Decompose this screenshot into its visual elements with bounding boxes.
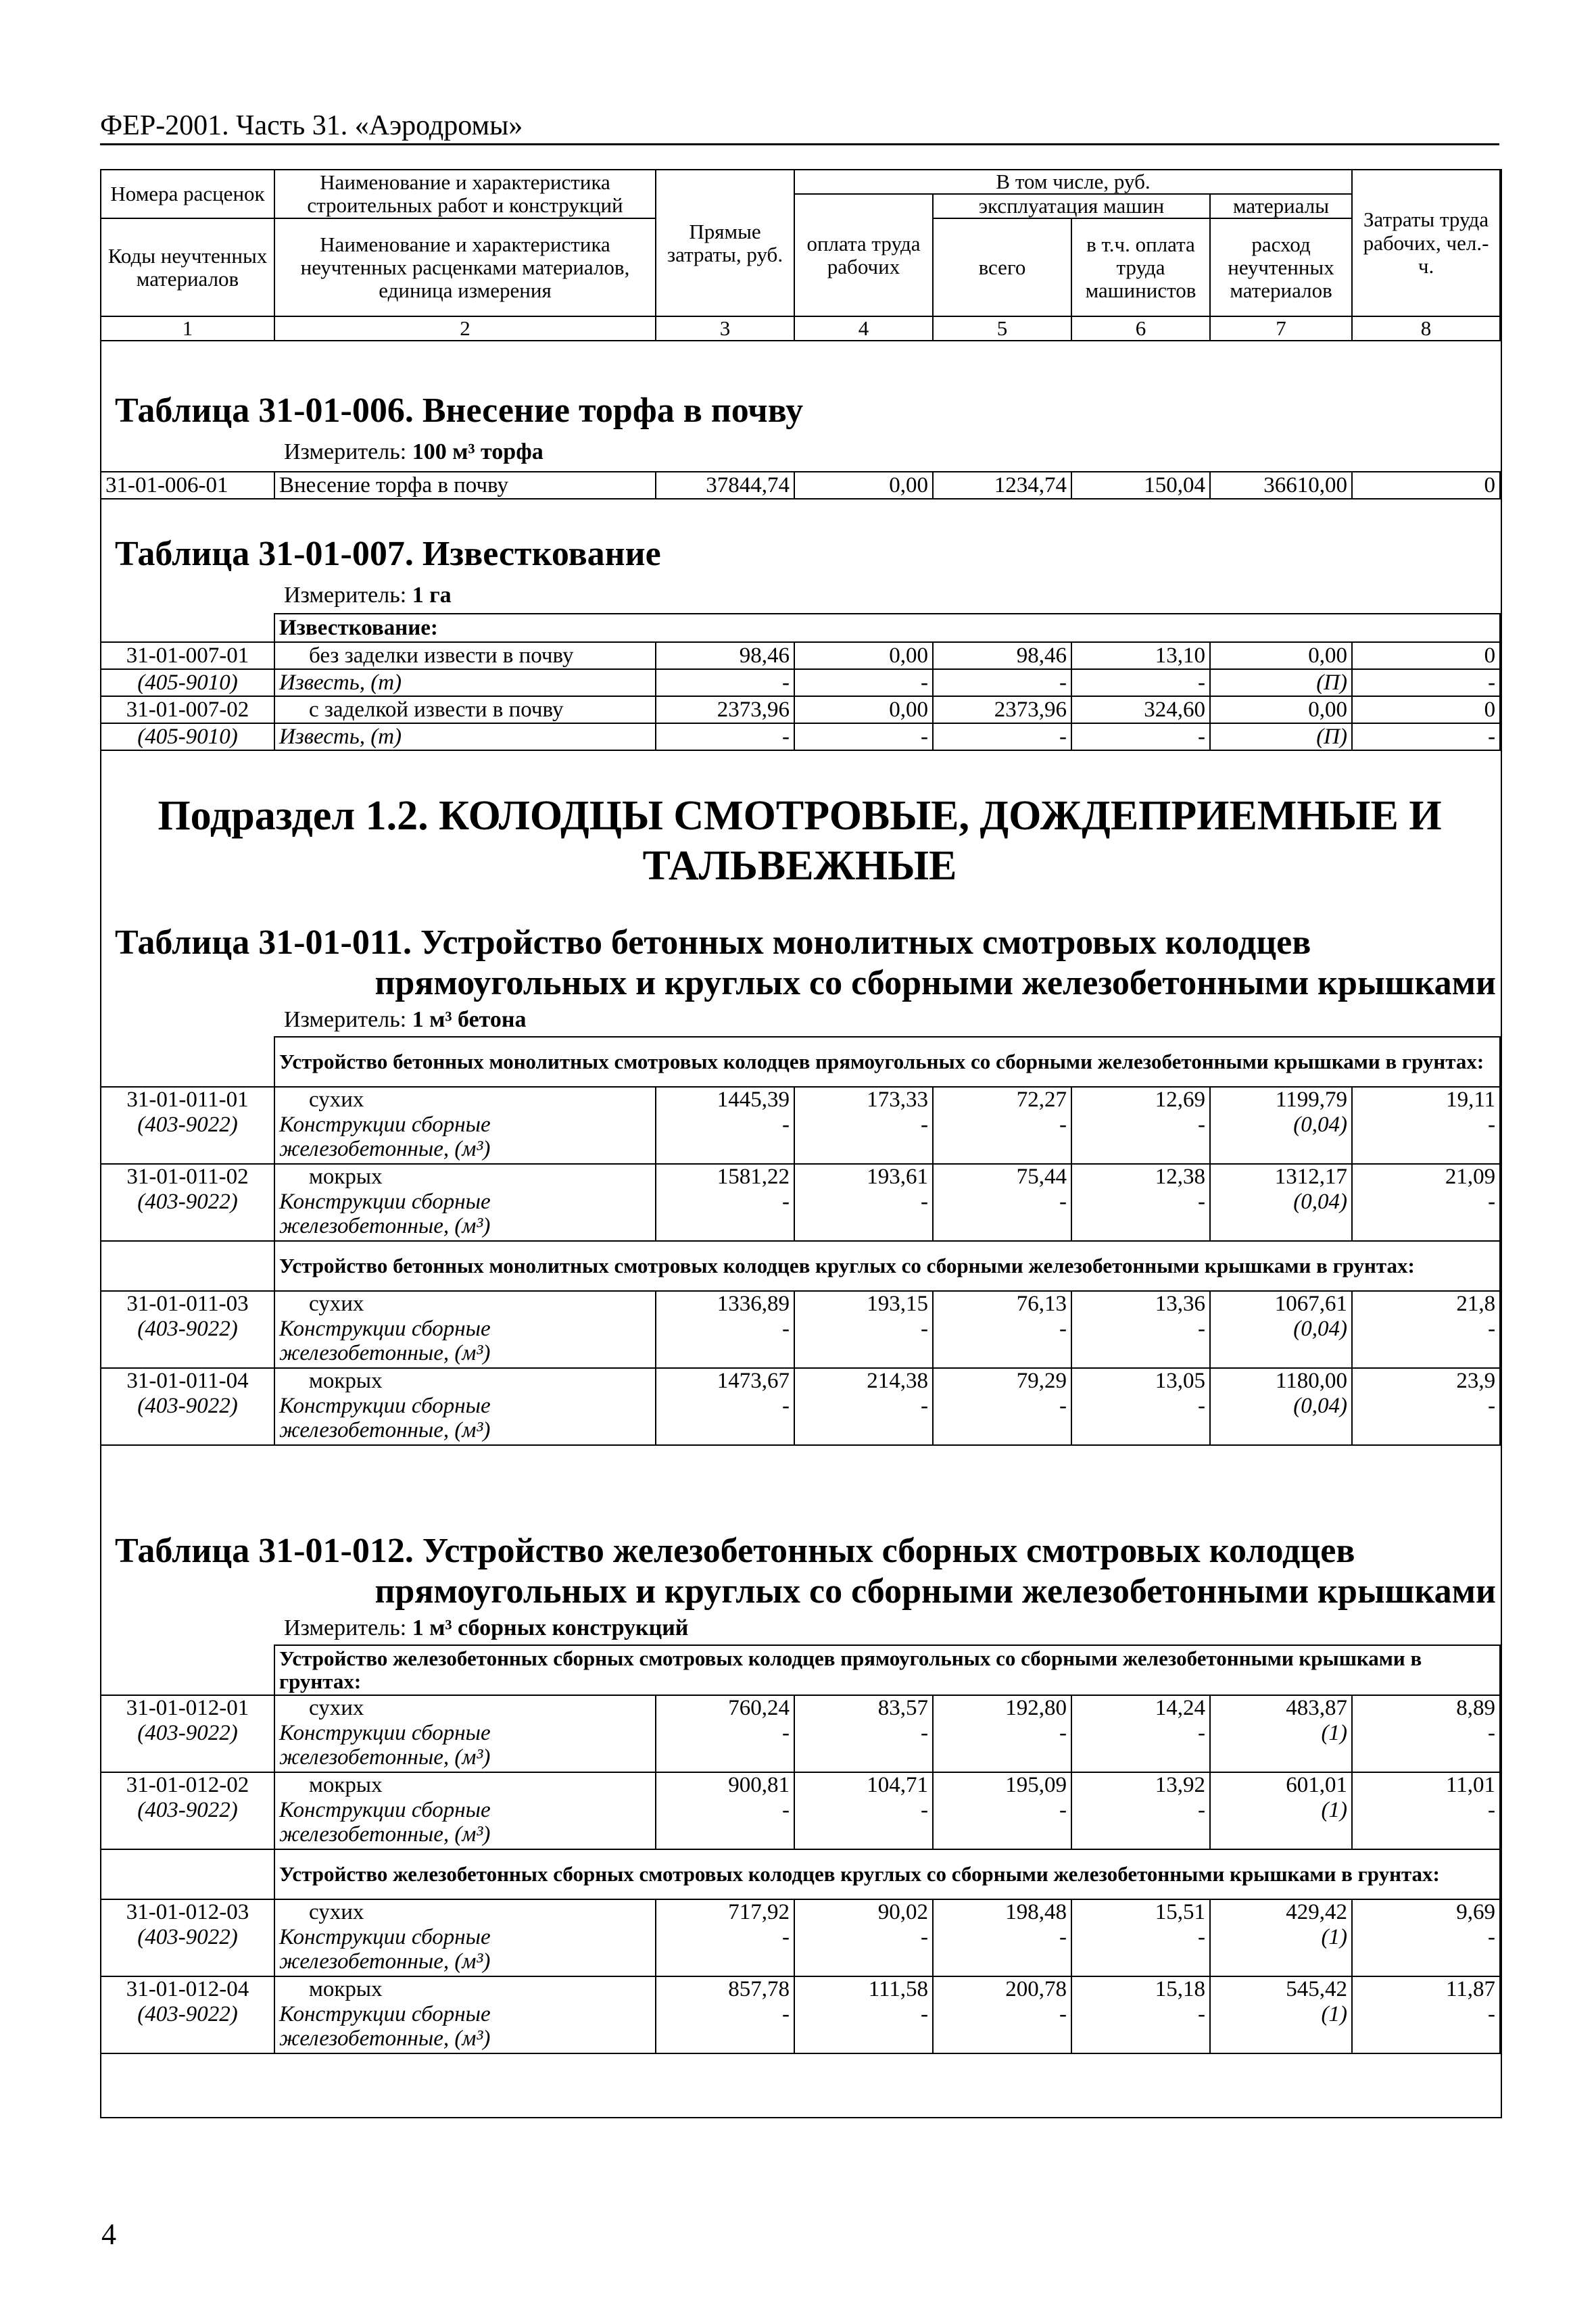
- dash: -: [933, 1721, 1071, 1772]
- material-name-line: железобетонные, (м³): [279, 1418, 491, 1443]
- material-code: (403-9022): [101, 2002, 274, 2053]
- direct-cost: 37844,74: [656, 472, 794, 499]
- material-name: [274, 1190, 656, 1241]
- table-012-title-line-1: Таблица 31-01-012. Устройство железобетонных сборных смотровых колодцев: [115, 1532, 1355, 1570]
- direct-cost: 98,46: [656, 642, 794, 669]
- machines-total: 2373,96: [933, 696, 1071, 723]
- rate-code: 31-01-006-01: [101, 472, 274, 499]
- dash: -: [1352, 1798, 1500, 1849]
- table-row: [101, 1772, 1500, 1798]
- work-name: Внесение торфа в почву: [274, 472, 656, 499]
- labor-pay: 193,15: [794, 1291, 933, 1317]
- labor-pay: 193,61: [794, 1164, 933, 1190]
- table-007-title: Таблица 31-01-007. Известкование: [115, 535, 661, 573]
- direct-cost: 1336,89: [656, 1291, 794, 1317]
- header-rule: [100, 143, 1499, 145]
- material-name-line: железобетонные, (м³): [279, 1745, 491, 1770]
- machines-total: 72,27: [933, 1087, 1071, 1113]
- dash: -: [1352, 669, 1500, 696]
- dash: -: [1071, 1925, 1210, 1976]
- dash: -: [1352, 1113, 1500, 1164]
- machinist-pay: 15,18: [1071, 1976, 1210, 2002]
- materials-header: материалы: [1210, 194, 1352, 218]
- column-header-table: [100, 169, 1501, 341]
- work-name: сухих: [274, 1291, 656, 1317]
- col-number: 6: [1071, 316, 1210, 341]
- col2-header-top: Наименование и характеристика строительных работ и конструкций: [274, 170, 656, 218]
- materials-cost: 36610,00: [1210, 472, 1352, 499]
- dash: -: [656, 1113, 794, 1164]
- dash: -: [933, 723, 1071, 750]
- materials-cost: 1067,61: [1210, 1291, 1352, 1317]
- work-name: мокрых: [274, 1772, 656, 1798]
- material-qty: (1): [1210, 1798, 1352, 1849]
- material-row: [101, 1721, 1500, 1772]
- material-code: (405-9010): [101, 723, 274, 750]
- col2-header-bottom: Наименование и характеристика неучтенных расценками материалов, единица измерения: [274, 218, 656, 316]
- dash: -: [794, 1721, 933, 1772]
- materials-cost: 1180,00: [1210, 1368, 1352, 1394]
- col-number: 3: [656, 316, 794, 341]
- machinist-pay: 324,60: [1071, 696, 1210, 723]
- labor-hours: 0: [1352, 642, 1500, 669]
- material-code: (403-9022): [101, 1317, 274, 1368]
- material-name: [274, 2002, 656, 2053]
- rate-code: 31-01-007-02: [101, 696, 274, 723]
- work-name: сухих: [274, 1695, 656, 1721]
- table-011-title-line-2: прямоугольных и круглых со сборными железобетонными крышками: [374, 964, 1496, 1002]
- dash: -: [933, 1317, 1071, 1368]
- dash: -: [656, 1190, 794, 1241]
- machinist-pay: 150,04: [1071, 472, 1210, 499]
- material-row: [101, 1190, 1500, 1241]
- dash: -: [933, 1798, 1071, 1849]
- table-row: [101, 1976, 1500, 2002]
- labor-pay: 214,38: [794, 1368, 933, 1394]
- col1-header-top: Номера расценок: [101, 170, 274, 218]
- work-name: с заделкой извести в почву: [274, 696, 656, 723]
- table-row: [101, 1087, 1500, 1113]
- col-number: 8: [1352, 316, 1500, 341]
- machines-header: эксплуатация машин: [933, 194, 1210, 218]
- dash: -: [933, 669, 1071, 696]
- labor-hours: 23,9: [1352, 1368, 1500, 1394]
- dash: -: [1071, 1317, 1210, 1368]
- table-row: [101, 1291, 1500, 1317]
- running-header: ФЕР-2001. Часть 31. «Аэродромы»: [100, 110, 523, 141]
- material-name: [274, 1394, 656, 1445]
- col-number: 7: [1210, 316, 1352, 341]
- labor-hours: 11,87: [1352, 1976, 1500, 2002]
- dash: -: [656, 1925, 794, 1976]
- dash: -: [1352, 1317, 1500, 1368]
- table-006: [100, 471, 1501, 499]
- material-qty: (0,04): [1210, 1317, 1352, 1368]
- dash: -: [656, 2002, 794, 2053]
- dash: -: [656, 1721, 794, 1772]
- table-012-title-line-2: прямоугольных и круглых со сборными железобетонными крышками: [374, 1572, 1496, 1611]
- dash: -: [794, 1394, 933, 1445]
- material-row: [101, 2002, 1500, 2053]
- machinist-pay: 12,38: [1071, 1164, 1210, 1190]
- materials-cost: 601,01: [1210, 1772, 1352, 1798]
- table-012-measure: Измеритель: 1 м³ сборных конструкций: [284, 1615, 689, 1640]
- col5-header: всего: [933, 218, 1071, 316]
- dash: -: [1352, 2002, 1500, 2053]
- group-heading: Известкование:: [274, 614, 1500, 642]
- material-name-line: железобетонные, (м³): [279, 2026, 491, 2051]
- dash: -: [794, 723, 933, 750]
- materials-cost: 429,42: [1210, 1899, 1352, 1925]
- rate-code: 31-01-007-01: [101, 642, 274, 669]
- material-name-line: Конструкции сборные: [279, 1925, 491, 1949]
- material-qty: (0,04): [1210, 1394, 1352, 1445]
- machinist-pay: 14,24: [1071, 1695, 1210, 1721]
- dash: -: [1352, 1190, 1500, 1241]
- machinist-pay: 12,69: [1071, 1087, 1210, 1113]
- dash: -: [933, 1113, 1071, 1164]
- dash: -: [1071, 1113, 1210, 1164]
- machinist-pay: 13,92: [1071, 1772, 1210, 1798]
- material-name: Известь, (т): [274, 723, 656, 750]
- labor-hours: 8,89: [1352, 1695, 1500, 1721]
- table-011: [100, 1036, 1501, 1446]
- material-code: (403-9022): [101, 1721, 274, 1772]
- machines-total: 200,78: [933, 1976, 1071, 2002]
- work-name: мокрых: [274, 1368, 656, 1394]
- material-qty: (0,04): [1210, 1113, 1352, 1164]
- material-name: [274, 1925, 656, 1976]
- col-number: 5: [933, 316, 1071, 341]
- dash: -: [1071, 1394, 1210, 1445]
- direct-cost: 1445,39: [656, 1087, 794, 1113]
- subsection-heading: [100, 791, 1499, 892]
- labor-pay: 0,00: [794, 472, 933, 499]
- col8-header: Затраты труда рабочих, чел.-ч.: [1352, 170, 1500, 316]
- dash: -: [1071, 1798, 1210, 1849]
- material-name: [274, 1113, 656, 1164]
- labor-pay: 90,02: [794, 1899, 933, 1925]
- labor-hours: 19,11: [1352, 1087, 1500, 1113]
- direct-cost: 717,92: [656, 1899, 794, 1925]
- material-qty: (1): [1210, 1925, 1352, 1976]
- machines-total: 1234,74: [933, 472, 1071, 499]
- machinist-pay: 13,36: [1071, 1291, 1210, 1317]
- table-row: [101, 1368, 1500, 1394]
- group-heading: Устройство бетонных монолитных смотровых колодцев прямоугольных со сборными железобетонными крышками в грунтах:: [274, 1037, 1500, 1087]
- subsection-line-2: ТАЛЬВЕЖНЫЕ: [642, 843, 957, 890]
- material-qty: (П): [1210, 723, 1352, 750]
- table-011-measure: Измеритель: 1 м³ бетона: [284, 1007, 527, 1032]
- table-012: [100, 1644, 1501, 2054]
- labor-hours: 21,8: [1352, 1291, 1500, 1317]
- rate-code: 31-01-012-01: [101, 1695, 274, 1721]
- work-name: мокрых: [274, 1164, 656, 1190]
- material-row: [101, 669, 1500, 696]
- col1-header-bottom: Коды неучтенных материалов: [101, 218, 274, 316]
- work-name: мокрых: [274, 1976, 656, 2002]
- dash: -: [1352, 1925, 1500, 1976]
- rate-code: 31-01-011-04: [101, 1368, 274, 1394]
- materials-cost: 0,00: [1210, 696, 1352, 723]
- material-row: [101, 1113, 1500, 1164]
- labor-pay: 173,33: [794, 1087, 933, 1113]
- col4-header: оплата труда рабочих: [794, 194, 933, 316]
- rate-code: 31-01-011-03: [101, 1291, 274, 1317]
- dash: -: [1352, 1721, 1500, 1772]
- material-name: Известь, (т): [274, 669, 656, 696]
- table-row: [101, 1164, 1500, 1190]
- subsection-line-1: Подраздел 1.2. КОЛОДЦЫ СМОТРОВЫЕ, ДОЖДЕПРИЕМНЫЕ И: [158, 793, 1442, 839]
- material-name-line: Конструкции сборные: [279, 1113, 491, 1137]
- materials-cost: 483,87: [1210, 1695, 1352, 1721]
- work-name: сухих: [274, 1899, 656, 1925]
- dash: -: [933, 1925, 1071, 1976]
- materials-cost: 545,42: [1210, 1976, 1352, 2002]
- material-row: [101, 1925, 1500, 1976]
- material-row: [101, 723, 1500, 750]
- table-row: [101, 1695, 1500, 1721]
- direct-cost: 1473,67: [656, 1368, 794, 1394]
- machines-total: 192,80: [933, 1695, 1071, 1721]
- material-name-line: железобетонные, (м³): [279, 1214, 491, 1239]
- dash: -: [794, 1190, 933, 1241]
- materials-cost: 1199,79: [1210, 1087, 1352, 1113]
- dash: -: [794, 1317, 933, 1368]
- dash: -: [1071, 1721, 1210, 1772]
- material-qty: (0,04): [1210, 1190, 1352, 1241]
- material-name: [274, 1798, 656, 1849]
- direct-cost: 900,81: [656, 1772, 794, 1798]
- table-006-measure: Измеритель: 100 м³ торфа: [284, 439, 543, 464]
- material-code: (405-9010): [101, 669, 274, 696]
- material-name: [274, 1317, 656, 1368]
- dash: -: [656, 723, 794, 750]
- material-name-line: Конструкции сборные: [279, 2002, 491, 2026]
- materials-cost: 1312,17: [1210, 1164, 1352, 1190]
- machines-total: 198,48: [933, 1899, 1071, 1925]
- dash: -: [794, 2002, 933, 2053]
- machinist-pay: 13,10: [1071, 642, 1210, 669]
- rate-code: 31-01-012-04: [101, 1976, 274, 2002]
- col7-header: расход неучтенных материалов: [1210, 218, 1352, 316]
- labor-hours: 11,01: [1352, 1772, 1500, 1798]
- direct-cost: 2373,96: [656, 696, 794, 723]
- material-name-line: Конструкции сборные: [279, 1721, 491, 1745]
- labor-hours: 0: [1352, 696, 1500, 723]
- material-qty: (1): [1210, 1721, 1352, 1772]
- col-number: 1: [101, 316, 274, 341]
- dash: -: [1071, 723, 1210, 750]
- col6-header: в т.ч. оплата труда машинистов: [1071, 218, 1210, 316]
- dash: -: [1071, 2002, 1210, 2053]
- material-code: (403-9022): [101, 1190, 274, 1241]
- material-name-line: железобетонные, (м³): [279, 1341, 491, 1366]
- table-007-measure: Измеритель: 1 га: [284, 583, 452, 608]
- direct-cost: 760,24: [656, 1695, 794, 1721]
- rate-code: 31-01-012-02: [101, 1772, 274, 1798]
- dash: -: [794, 1925, 933, 1976]
- dash: -: [1071, 669, 1210, 696]
- table-row: [101, 472, 1500, 499]
- material-name: [274, 1721, 656, 1772]
- labor-pay: 104,71: [794, 1772, 933, 1798]
- labor-hours: 9,69: [1352, 1899, 1500, 1925]
- table-011-title-line-1: Таблица 31-01-011. Устройство бетонных монолитных смотровых колодцев: [115, 923, 1311, 962]
- dash: -: [933, 2002, 1071, 2053]
- dash: -: [656, 1317, 794, 1368]
- labor-hours: 0: [1352, 472, 1500, 499]
- direct-cost: 857,78: [656, 1976, 794, 2002]
- dash: -: [656, 669, 794, 696]
- machines-total: 75,44: [933, 1164, 1071, 1190]
- material-name-line: Конструкции сборные: [279, 1317, 491, 1341]
- material-code: (403-9022): [101, 1798, 274, 1849]
- material-name-line: железобетонные, (м³): [279, 1822, 491, 1847]
- direct-cost: 1581,22: [656, 1164, 794, 1190]
- labor-pay: 0,00: [794, 642, 933, 669]
- table-row: [101, 642, 1500, 669]
- material-name-line: Конструкции сборные: [279, 1190, 491, 1214]
- machines-total: 195,09: [933, 1772, 1071, 1798]
- table-row: [101, 696, 1500, 723]
- material-name-line: Конструкции сборные: [279, 1798, 491, 1822]
- dash: -: [656, 1798, 794, 1849]
- material-row: [101, 1798, 1500, 1849]
- material-qty: (1): [1210, 2002, 1352, 2053]
- dash: -: [1352, 1394, 1500, 1445]
- labor-hours: 21,09: [1352, 1164, 1500, 1190]
- material-row: [101, 1317, 1500, 1368]
- group-heading: Устройство железобетонных сборных смотровых колодцев прямоугольных со сборными железобетонными крышками в грунтах:: [274, 1645, 1500, 1695]
- materials-cost: 0,00: [1210, 642, 1352, 669]
- rate-code: 31-01-011-02: [101, 1164, 274, 1190]
- machinist-pay: 13,05: [1071, 1368, 1210, 1394]
- table-row: [101, 1899, 1500, 1925]
- material-code: (403-9022): [101, 1113, 274, 1164]
- dash: -: [933, 1394, 1071, 1445]
- table-006-title: Таблица 31-01-006. Внесение торфа в почву: [115, 391, 804, 430]
- group-heading: Устройство бетонных монолитных смотровых колодцев круглых со сборными железобетонными крышками в грунтах:: [274, 1241, 1500, 1291]
- col-number: 4: [794, 316, 933, 341]
- material-qty: (П): [1210, 669, 1352, 696]
- dash: -: [794, 1113, 933, 1164]
- material-name-line: железобетонные, (м³): [279, 1137, 491, 1162]
- table-007: [100, 613, 1501, 751]
- machines-total: 79,29: [933, 1368, 1071, 1394]
- dash: -: [933, 1190, 1071, 1241]
- dash: -: [1352, 723, 1500, 750]
- labor-pay: 111,58: [794, 1976, 933, 2002]
- material-name-line: Конструкции сборные: [279, 1394, 491, 1418]
- page-number: 4: [101, 2218, 116, 2251]
- machinist-pay: 15,51: [1071, 1899, 1210, 1925]
- machines-total: 98,46: [933, 642, 1071, 669]
- machines-total: 76,13: [933, 1291, 1071, 1317]
- rate-code: 31-01-012-03: [101, 1899, 274, 1925]
- col3-header: Прямые затраты, руб.: [656, 170, 794, 316]
- rate-code: 31-01-011-01: [101, 1087, 274, 1113]
- work-name: без заделки извести в почву: [274, 642, 656, 669]
- dash: -: [656, 1394, 794, 1445]
- labor-pay: 0,00: [794, 696, 933, 723]
- work-name: сухих: [274, 1087, 656, 1113]
- dash: -: [794, 669, 933, 696]
- material-code: (403-9022): [101, 1925, 274, 1976]
- material-code: (403-9022): [101, 1394, 274, 1445]
- col-number: 2: [274, 316, 656, 341]
- group-heading: Устройство железобетонных сборных смотровых колодцев круглых со сборными железобетонными крышками в грунтах:: [274, 1849, 1500, 1899]
- dash: -: [1071, 1190, 1210, 1241]
- labor-pay: 83,57: [794, 1695, 933, 1721]
- dash: -: [794, 1798, 933, 1849]
- material-row: [101, 1394, 1500, 1445]
- included-header: В том числе, руб.: [794, 170, 1352, 194]
- material-name-line: железобетонные, (м³): [279, 1949, 491, 1974]
